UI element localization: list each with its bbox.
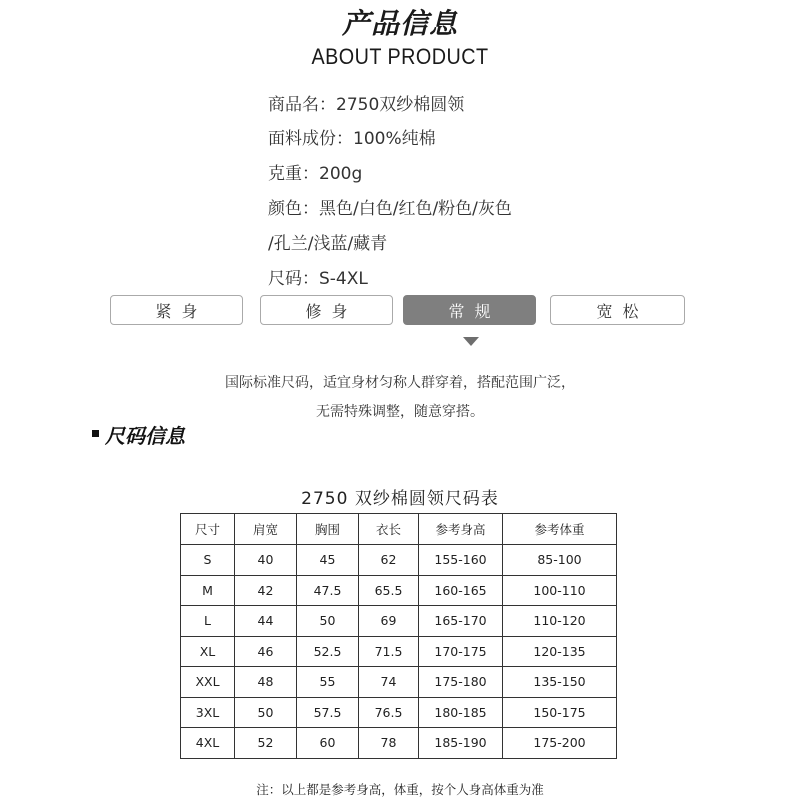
table-cell: 170-175 [419, 636, 503, 667]
table-cell: 78 [359, 728, 419, 759]
fit-selector [110, 295, 688, 329]
info-product-name: 商品名：2750双纱棉圆领 [268, 95, 465, 115]
table-cell: 74 [359, 667, 419, 698]
table-cell: 150-175 [503, 697, 617, 728]
table-cell: 175-200 [503, 728, 617, 759]
table-cell: L [181, 606, 235, 637]
fit-description-line-2: 无需特殊调整，随意穿搭。 [316, 404, 484, 420]
section-bullet-icon [92, 430, 99, 437]
info-weight: 克重：200g [268, 164, 363, 184]
table-cell: 44 [235, 606, 297, 637]
table-cell: 85-100 [503, 545, 617, 576]
info-colors-continued: /孔兰/浅蓝/藏青 [268, 234, 388, 254]
table-cell: 45 [297, 545, 359, 576]
table-cell: 76.5 [359, 697, 419, 728]
table-row [181, 667, 617, 698]
table-cell: 52.5 [297, 636, 359, 667]
info-fabric: 面料成份：100%纯棉 [268, 129, 436, 149]
size-table-note: 注：以上都是参考身高，体重，按个人身高体重为准 [256, 782, 544, 797]
size-table [180, 513, 617, 759]
table-cell: 3XL [181, 697, 235, 728]
table-cell: XXL [181, 667, 235, 698]
size-section-title: 尺码信息 [105, 424, 185, 448]
page-title: 产品信息 [341, 7, 458, 40]
table-cell: 62 [359, 545, 419, 576]
table-row [181, 545, 617, 576]
table-row [181, 606, 617, 637]
table-row [181, 728, 617, 759]
selected-fit-pointer-icon [463, 337, 479, 346]
table-cell: 47.5 [297, 575, 359, 606]
table-cell: 48 [235, 667, 297, 698]
table-cell: 52 [235, 728, 297, 759]
fit-description-line-1: 国际标准尺码，适宜身材匀称人群穿着，搭配范围广泛， [225, 375, 575, 391]
table-cell: 120-135 [503, 636, 617, 667]
fit-option-regular[interactable]: 常规 [403, 295, 536, 325]
table-cell: 160-165 [419, 575, 503, 606]
table-cell: 185-190 [419, 728, 503, 759]
table-cell: 57.5 [297, 697, 359, 728]
table-cell: XL [181, 636, 235, 667]
table-cell: 50 [297, 606, 359, 637]
column-header: 衣长 [359, 514, 419, 545]
table-cell: 110-120 [503, 606, 617, 637]
table-cell: 50 [235, 697, 297, 728]
table-cell: 60 [297, 728, 359, 759]
table-cell: 135-150 [503, 667, 617, 698]
table-cell: 180-185 [419, 697, 503, 728]
table-row [181, 697, 617, 728]
table-cell: 65.5 [359, 575, 419, 606]
fit-option-tight[interactable]: 紧身 [110, 295, 243, 325]
column-header: 尺寸 [181, 514, 235, 545]
table-cell: M [181, 575, 235, 606]
fit-option-loose[interactable]: 宽松 [550, 295, 685, 325]
info-colors: 颜色：黑色/白色/红色/粉色/灰色 [268, 199, 512, 219]
table-cell: S [181, 545, 235, 576]
table-cell: 100-110 [503, 575, 617, 606]
table-cell: 46 [235, 636, 297, 667]
info-sizes: 尺码：S-4XL [268, 269, 368, 289]
fit-option-slim[interactable]: 修身 [260, 295, 393, 325]
column-header: 胸围 [297, 514, 359, 545]
table-cell: 165-170 [419, 606, 503, 637]
column-header: 肩宽 [235, 514, 297, 545]
column-header: 参考体重 [503, 514, 617, 545]
table-row [181, 636, 617, 667]
table-cell: 69 [359, 606, 419, 637]
table-cell: 4XL [181, 728, 235, 759]
page-subtitle: ABOUT PRODUCT [311, 44, 489, 69]
size-table-header-row [181, 514, 617, 545]
column-header: 参考身高 [419, 514, 503, 545]
table-cell: 55 [297, 667, 359, 698]
table-cell: 40 [235, 545, 297, 576]
table-cell: 155-160 [419, 545, 503, 576]
table-cell: 42 [235, 575, 297, 606]
table-cell: 175-180 [419, 667, 503, 698]
size-table-title: 2750 双纱棉圆领尺码表 [301, 489, 499, 509]
table-cell: 71.5 [359, 636, 419, 667]
table-row [181, 575, 617, 606]
